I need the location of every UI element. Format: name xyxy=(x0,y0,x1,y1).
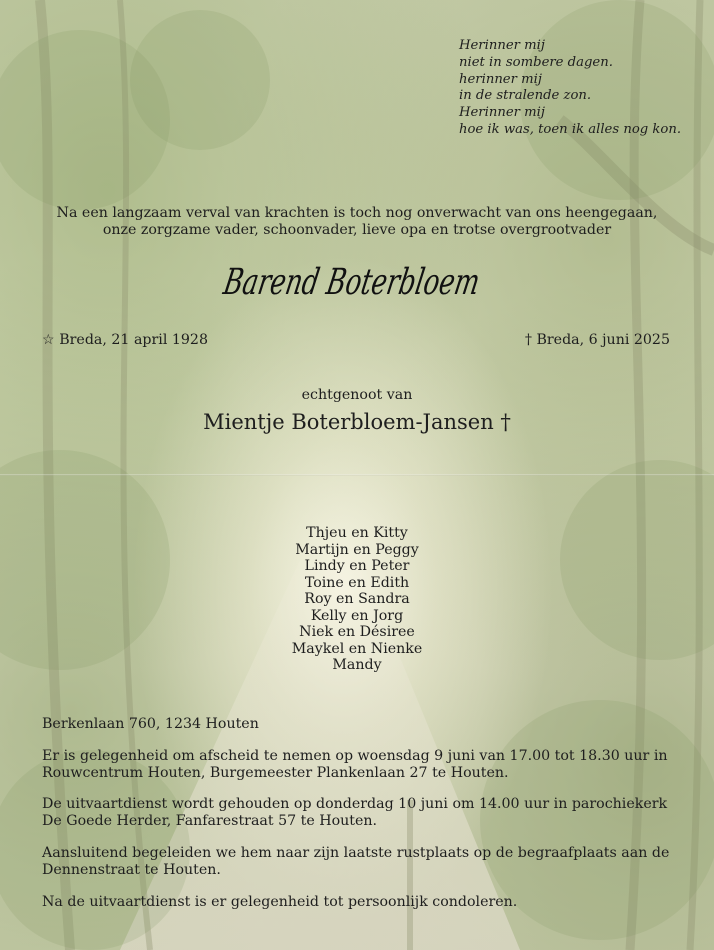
children-list xyxy=(0,525,714,674)
card-fold-line xyxy=(0,474,714,476)
address: Berkenlaan 760, 1234 Houten xyxy=(42,716,259,732)
poem xyxy=(459,38,681,139)
funeral-details xyxy=(42,716,682,925)
list-item: Niek en Désiree xyxy=(299,624,415,640)
list-item: Maykel en Nienke xyxy=(291,640,423,657)
intro-line-2: onze zorgzame vader, schoonvader, lieve opa en trotse overgrootvader xyxy=(102,222,612,238)
poem-line: niet in sombere dagen. xyxy=(459,54,613,70)
deceased-name-signature xyxy=(0,252,714,318)
list-item: Mandy xyxy=(332,657,382,673)
farewell-info: Er is gelegenheid om afscheid te nemen op woensdag 9 juni van 17.00 tot 18.30 uur in Rouwcentrum Houten, Burgemeester Plankenlaan 27 te Houten. xyxy=(42,747,668,781)
list-item: Thjeu en Kitty xyxy=(306,525,408,541)
condolence-info: Na de uitvaartdienst is er gelegenheid tot persoonlijk condoleren. xyxy=(42,893,518,910)
poem-line: hoe ik was, toen ik alles nog kon. xyxy=(459,121,682,137)
list-item: Kelly en Jorg xyxy=(310,607,404,624)
burial-info: Aansluitend begeleiden we hem naar zijn laatste rustplaats op de begraafplaats aan de Dennenstraat te Houten. xyxy=(42,844,670,878)
deceased-name: Barend Boterbloem xyxy=(220,260,585,303)
list-item: Roy en Sandra xyxy=(304,591,410,607)
death-date: † Breda, 6 juni 2025 xyxy=(524,332,670,348)
poem-line: Herinner mij xyxy=(459,38,545,53)
list-item: Toine en Edith xyxy=(304,574,410,591)
intro-line-1: Na een langzaam verval van krachten is toch nog onverwacht van ons heengegaan, xyxy=(56,205,658,221)
poem-line: herinner mij xyxy=(459,71,542,87)
list-item: Martijn en Peggy xyxy=(295,541,419,558)
poem-line: in de stralende zon. xyxy=(459,88,592,104)
spouse-name: Mientje Boterbloem-Jansen † xyxy=(203,410,511,434)
poem-line: Herinner mij xyxy=(459,105,545,121)
spouse-label: echtgenoot van xyxy=(301,387,413,403)
intro-text xyxy=(0,205,714,239)
birth-date: ☆ Breda, 21 april 1928 xyxy=(42,332,208,348)
list-item: Lindy en Peter xyxy=(304,558,410,574)
signature-drawing xyxy=(207,252,585,314)
service-info: De uitvaartdienst wordt gehouden op donderdag 10 juni om 14.00 uur in parochiekerk De Goede Herder, Fanfarestraat 57 te Houten. xyxy=(42,796,668,830)
